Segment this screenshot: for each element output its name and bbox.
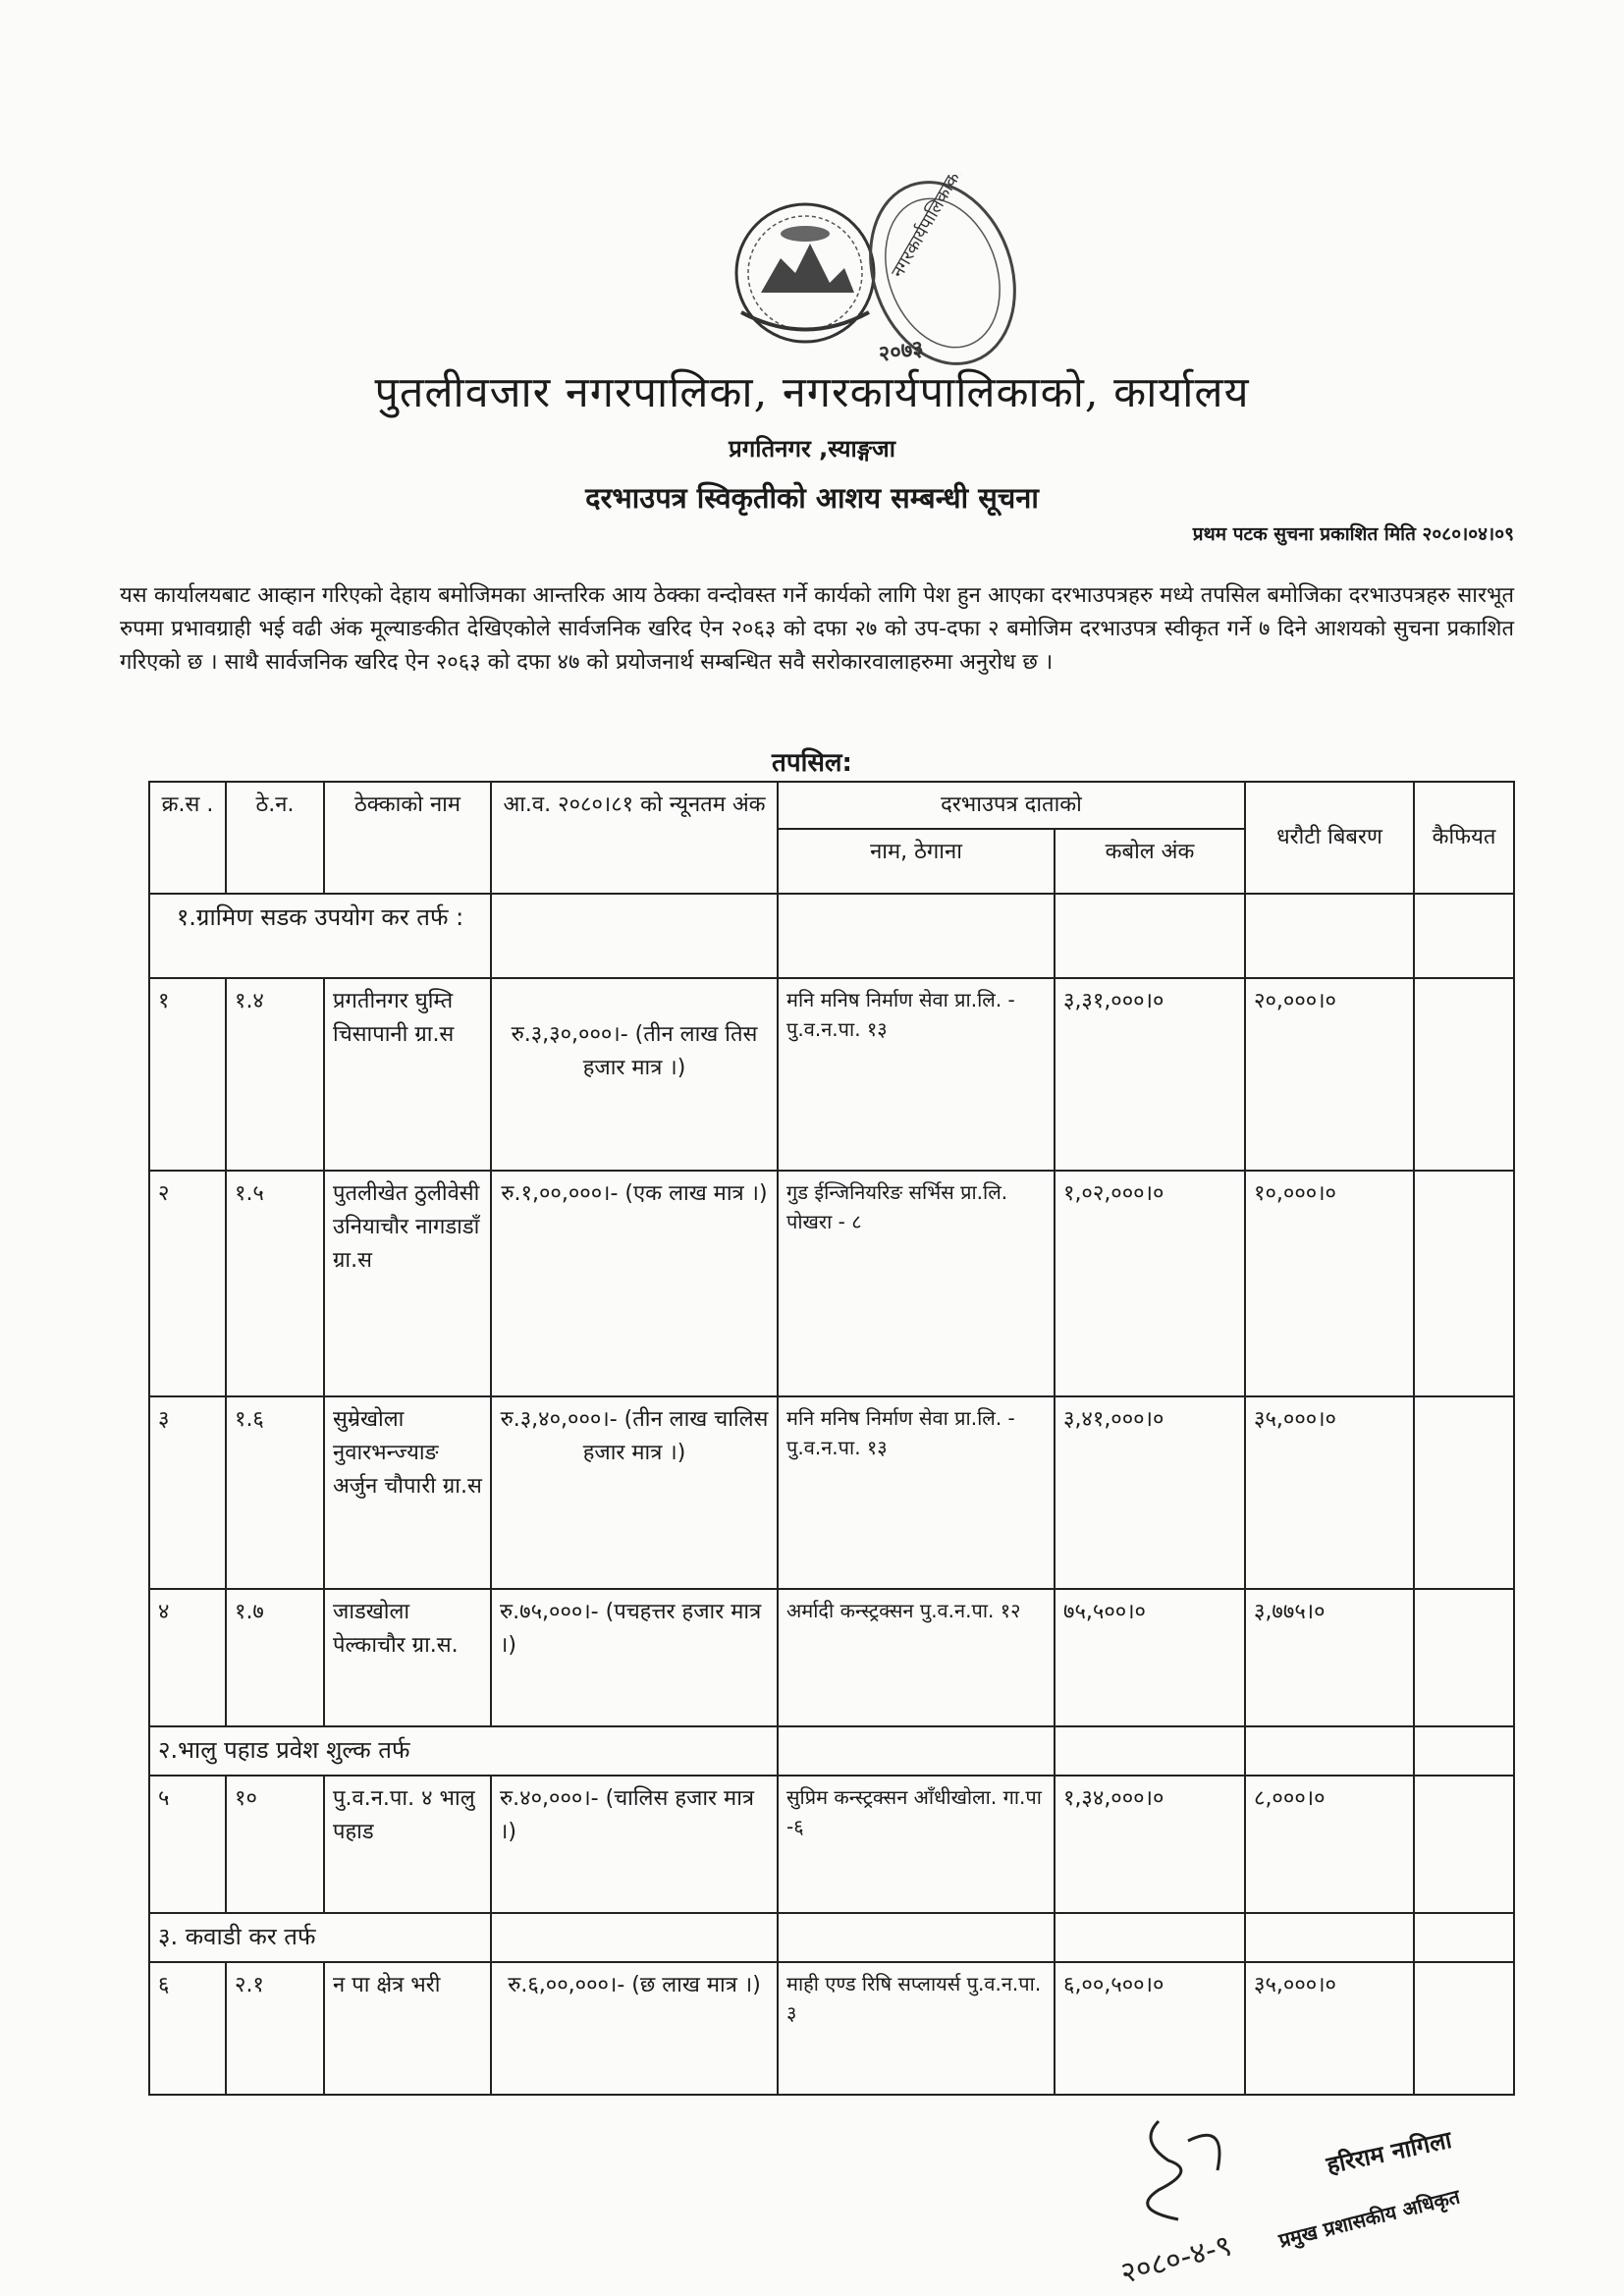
cell-min: रु.३,३०,०००।- (तीन लाख तिस हजार मात्र ।) <box>491 978 778 1171</box>
notice-heading: दरभाउपत्र स्विकृतीको आशय सम्बन्धी सूचना <box>585 481 1039 515</box>
cell-min: रु.६,००,०००।- (छ लाख मात्र ।) <box>491 1962 778 2095</box>
cell-sn: ४ <box>149 1589 226 1726</box>
publication-date: प्रथम पटक सुचना प्रकाशित मिति २०८०।०४।०९ <box>1192 523 1514 545</box>
header-remarks: कैफियत <box>1414 782 1514 894</box>
cell-sn: २ <box>149 1171 226 1396</box>
cell-bidder: मनि मनिष निर्माण सेवा प्रा.लि. - पु.व.न.पा. १३ <box>778 978 1055 1171</box>
cell-name: पुतलीखेत ठुलीवेसी उनियाचौर नागडाडाँ ग्रा.स <box>324 1171 491 1396</box>
section-row <box>149 1726 1514 1776</box>
cell-min: रु.७५,०००।- (पचहत्तर हजार मात्र ।) <box>491 1589 778 1726</box>
cell-remarks <box>1414 1171 1514 1396</box>
office-seal <box>707 175 1031 371</box>
signatory-name: हरिराम नागिला <box>1324 2125 1454 2180</box>
header-min-amount: आ.व. २०८०।८१ को न्यूनतम अंक <box>491 782 778 894</box>
cell-name: पु.व.न.पा. ४ भालु पहाड <box>324 1776 491 1913</box>
table-row <box>149 1171 1514 1396</box>
notice-paragraph: यस कार्यालयबाट आव्हान गरिएको देहाय बमोजिमका आन्तरिक आय ठेक्का वन्दोवस्त गर्ने कार्यको लागि पेश हुन आएका दरभाउपत्रहरु मध्ये तपसिल बमोजिका दरभाउपत्रहरु सारभूत रुपमा प्रभावग्राही भई वढी अंक मूल्याङकीत देखिएकोले सार्वजनिक खरिद ऐन २०६३ को दफा २७ को उप-दफा २ बमोजिम दरभाउपत्र स्वीकृत गर्ने ७ दिने आशयको सुचना प्रकाशित गरिएको छ । साथै सार्वजनिक खरिद ऐन २०६३ को दफा ४७ को प्रयोजनार्थ सम्बन्धित सवै सरोकारवालाहरुमा अनुरोध छ । <box>120 583 1514 675</box>
cell-name: न पा क्षेत्र भरी <box>324 1962 491 2095</box>
section-row <box>149 1913 1514 1962</box>
signature <box>1100 2082 1473 2288</box>
table-caption: तपसिल: <box>772 748 852 778</box>
office-title: पुतलीवजार नगरपालिका, नगरकार्यपालिकाको, कार्यालय <box>374 368 1250 417</box>
cell-tn: १.७ <box>226 1589 324 1726</box>
cell-deposit: ३५,०००।० <box>1245 1396 1414 1589</box>
cell-deposit: ३५,०००।० <box>1245 1962 1414 2095</box>
cell-deposit: २०,०००।० <box>1245 978 1414 1171</box>
cell-sn: ३ <box>149 1396 226 1589</box>
cell-tn: १० <box>226 1776 324 1913</box>
cell-deposit: ८,०००।० <box>1245 1776 1414 1913</box>
header-deposit: धरौटी बिबरण <box>1245 782 1414 894</box>
seal-year: २०७३ <box>877 336 926 367</box>
cell-min: रु.४०,०००।- (चालिस हजार मात्र ।) <box>491 1776 778 1913</box>
cell-tn: १.४ <box>226 978 324 1171</box>
header-bidder-name: नाम, ठेगाना <box>778 829 1055 894</box>
cell-tn: २.१ <box>226 1962 324 2095</box>
cell-min: रु.१,००,०००।- (एक लाख मात्र ।) <box>491 1171 778 1396</box>
cell-min: रु.३,४०,०००।- (तीन लाख चालिस हजार मात्र ।) <box>491 1396 778 1589</box>
cell-bidder: गुड ईन्जिनियरिङ सर्भिस प्रा.लि. पोखरा - ८ <box>778 1171 1055 1396</box>
header-contract-name: ठेक्काको नाम <box>324 782 491 894</box>
cell-remarks <box>1414 978 1514 1171</box>
cell-bidder: मनि मनिष निर्माण सेवा प्रा.लि. - पु.व.न.पा. १३ <box>778 1396 1055 1589</box>
cell-remarks <box>1414 1589 1514 1726</box>
cell-sn: ५ <box>149 1776 226 1913</box>
seal-ring-text: नगरकार्यपालिकाको कार्यालय <box>887 175 998 282</box>
table-row <box>149 1396 1514 1589</box>
cell-bid: १,३४,०००।० <box>1055 1776 1245 1913</box>
signature-date: २०८०-४-९ <box>1116 2228 1236 2288</box>
cell-sn: १ <box>149 978 226 1171</box>
header-bid-amount: कबोल अंक <box>1055 829 1245 894</box>
table-row <box>149 1776 1514 1913</box>
section-row <box>149 894 1514 978</box>
cell-bid: ६,००,५००।० <box>1055 1962 1245 2095</box>
cell-name: प्रगतीनगर घुम्ति चिसापानी ग्रा.स <box>324 978 491 1171</box>
cell-bidder: अर्मादी कन्स्ट्रक्सन पु.व.न.पा. १२ <box>778 1589 1055 1726</box>
cell-deposit: १०,०००।० <box>1245 1171 1414 1396</box>
section-title: २.भालु पहाड प्रवेश शुल्क तर्फ <box>149 1726 778 1776</box>
header-bidder-group: दरभाउपत्र दाताको <box>778 782 1245 829</box>
bid-table <box>148 781 1515 2096</box>
cell-remarks <box>1414 1396 1514 1589</box>
cell-sn: ६ <box>149 1962 226 2095</box>
header-tn: ठे.न. <box>226 782 324 894</box>
cell-name: सुम्रेखोला नुवारभन्ज्याङ अर्जुन चौपारी ग्रा.स <box>324 1396 491 1589</box>
cell-tn: १.६ <box>226 1396 324 1589</box>
section-title: १.ग्रामिण सडक उपयोग कर तर्फ : <box>149 894 491 978</box>
cell-name: जाडखोला पेल्काचौर ग्रा.स. <box>324 1589 491 1726</box>
table-row <box>149 1962 1514 2095</box>
office-address: प्रगतिनगर ,स्याङ्गजा <box>729 435 895 463</box>
cell-tn: १.५ <box>226 1171 324 1396</box>
cell-bid: ३,४१,०००।० <box>1055 1396 1245 1589</box>
signatory-designation: प्रमुख प्रशासकीय अधिकृत <box>1276 2184 1463 2253</box>
cell-deposit: ३,७७५।० <box>1245 1589 1414 1726</box>
cell-bid: ३,३१,०००।० <box>1055 978 1245 1171</box>
cell-remarks <box>1414 1962 1514 2095</box>
cell-bidder: सुप्रिम कन्स्ट्रक्सन आँधीखोला. गा.पा -६ <box>778 1776 1055 1913</box>
table-row <box>149 1589 1514 1726</box>
table-row <box>149 978 1514 1171</box>
cell-bid: १,०२,०००।० <box>1055 1171 1245 1396</box>
cell-bidder: माही एण्ड रिषि सप्लायर्स पु.व.न.पा. ३ <box>778 1962 1055 2095</box>
section-title: ३. कवाडी कर तर्फ <box>149 1913 491 1962</box>
cell-bid: ७५,५००।० <box>1055 1589 1245 1726</box>
header-sn: क्र.स . <box>149 782 226 894</box>
cell-remarks <box>1414 1776 1514 1913</box>
